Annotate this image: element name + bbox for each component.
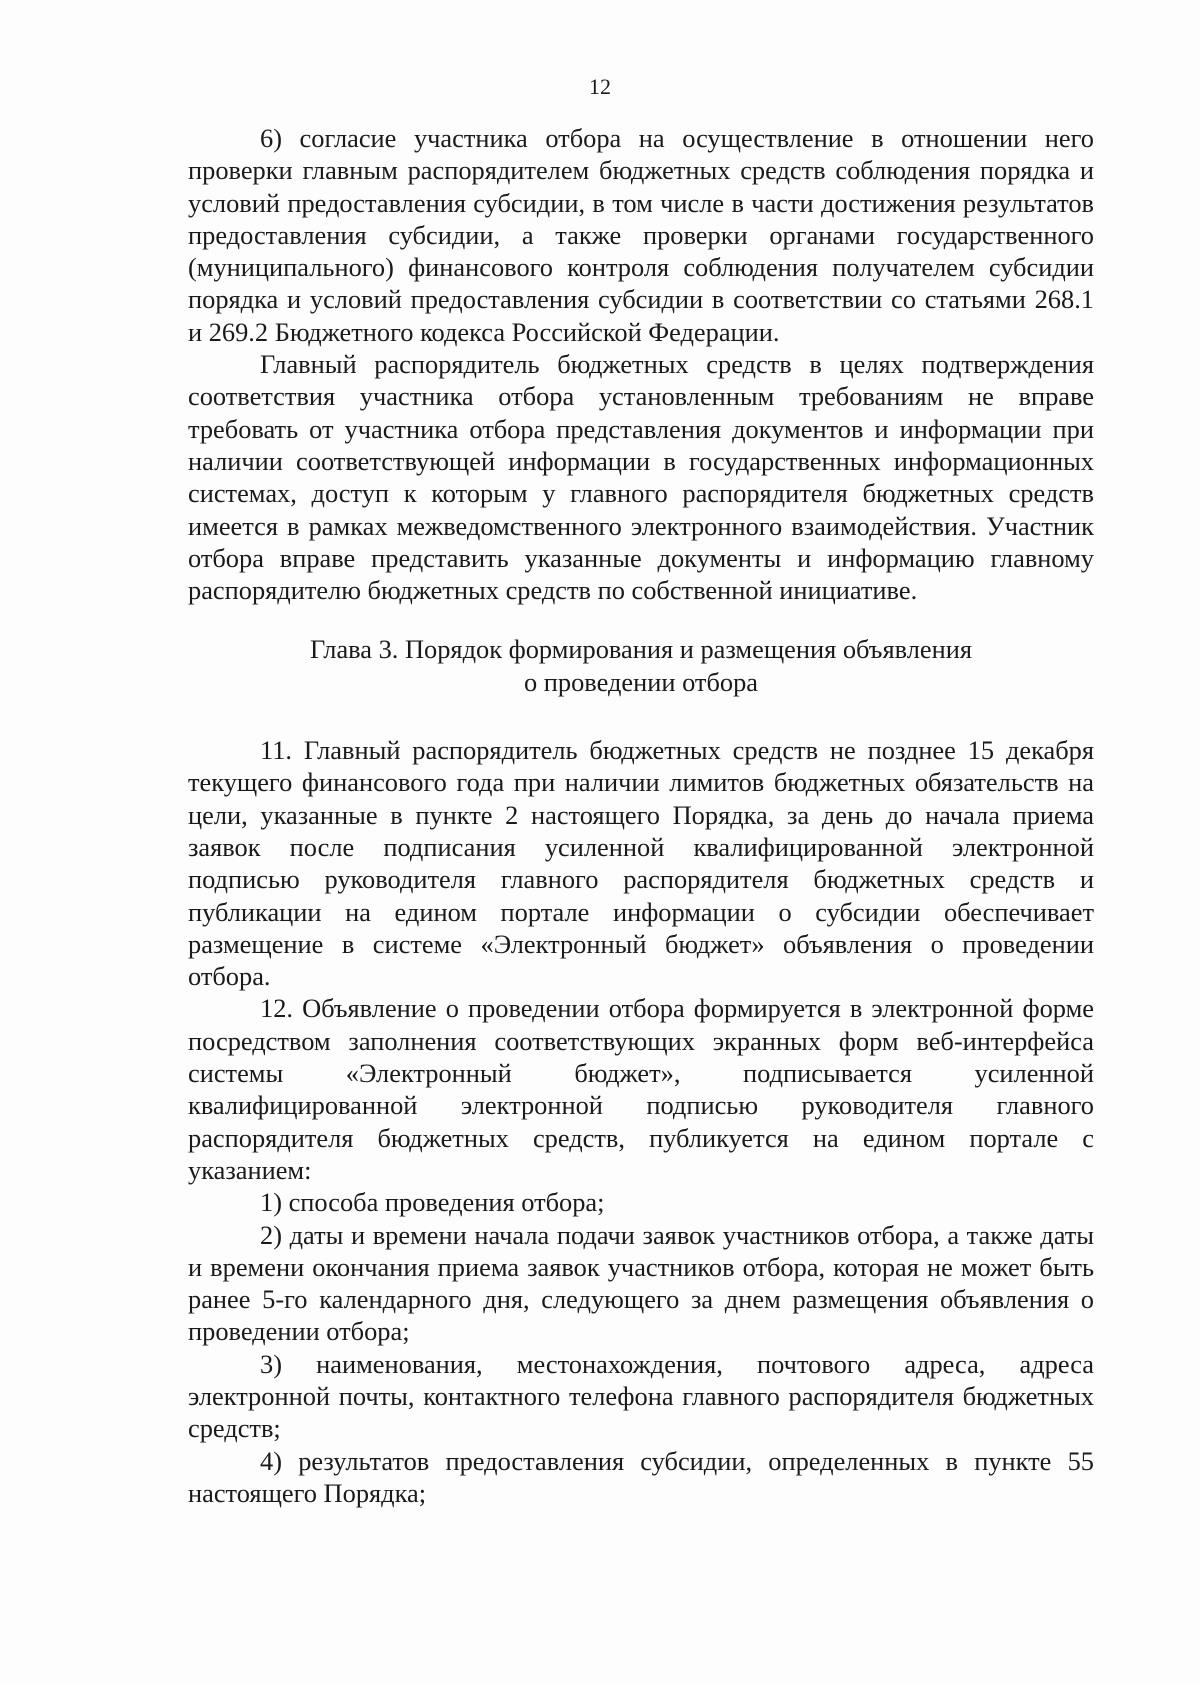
list-item-3: 3) наименования, местонахождения, почтового адреса, адреса электронной почты, контактного телефона главного распорядителя бюджетных средств; (188, 1348, 1094, 1444)
paragraph-item-6-consent: 6) согласие участника отбора на осуществление в отношении него проверки главным распорядителем бюджетных средств соблюдения порядка и условий предоставления субсидии, в том числе в части достижения результатов предоставления субсидии, а также проверки органами государственного (муниципального) финансового контроля соблюдения получателем субсидии порядка и условий предоставления субсидии в соответствии со статьями 268.1 и 269.2 Бюджетного кодекса Российской Федерации. (188, 123, 1094, 347)
page-number: 12 (589, 74, 611, 99)
chapter-heading (188, 633, 1094, 698)
list-item-1: 1) способа проведения отбора; (260, 1187, 605, 1218)
chapter-heading-line-1: Глава 3. Порядок формирования и размещения объявления (310, 634, 972, 665)
paragraph-clause-11: 11. Главный распорядитель бюджетных средств не позднее 15 декабря текущего финансового года при наличии лимитов бюджетных обязательств на цели, указанные в пункте 2 настоящего Порядка, за день до начала приема заявок после подписания усиленной квалифицированной электронной подписью руководителя главного распорядителя бюджетных средств и публикации на едином портале информации о субсидии обеспечивает размещение в системе «Электронный бюджет» объявления о проведении отбора. (188, 735, 1094, 992)
document-body (188, 122, 1094, 1509)
paragraph-clause-12: 12. Объявление о проведении отбора формируется в электронной форме посредством заполнения соответствующих экранных форм веб-интерфейса системы «Электронный бюджет», подписывается усиленной квалифицированной электронной подписью руководителя главного распорядителя бюджетных средств, публикуется на едином портале с указанием: (188, 993, 1094, 1185)
list-item-2: 2) даты и времени начала подачи заявок участников отбора, а также даты и времени окончания приема заявок участников отбора, которая не может быть ранее 5-го календарного дня, следующего за днем размещения объявления о проведении отбора; (188, 1219, 1094, 1347)
list-item-4: 4) результатов предоставления субсидии, определенных в пункте 55 настоящего Порядка; (188, 1445, 1094, 1508)
paragraph-main-distributor: Главный распорядитель бюджетных средств в целях подтверждения соответствия участника отбора установленным требованиям не вправе требовать от участника отбора представления документов и информации при наличии соответствующей информации в государственных информационных системах, доступ к которым у главного распорядителя бюджетных средств имеется в рамках межведомственного электронного взаимодействия. Участник отбора вправе представить указанные документы и информацию главному распорядителю бюджетных средств по собственной инициативе. (188, 349, 1094, 606)
chapter-heading-line-2: о проведении отбора (524, 666, 758, 697)
